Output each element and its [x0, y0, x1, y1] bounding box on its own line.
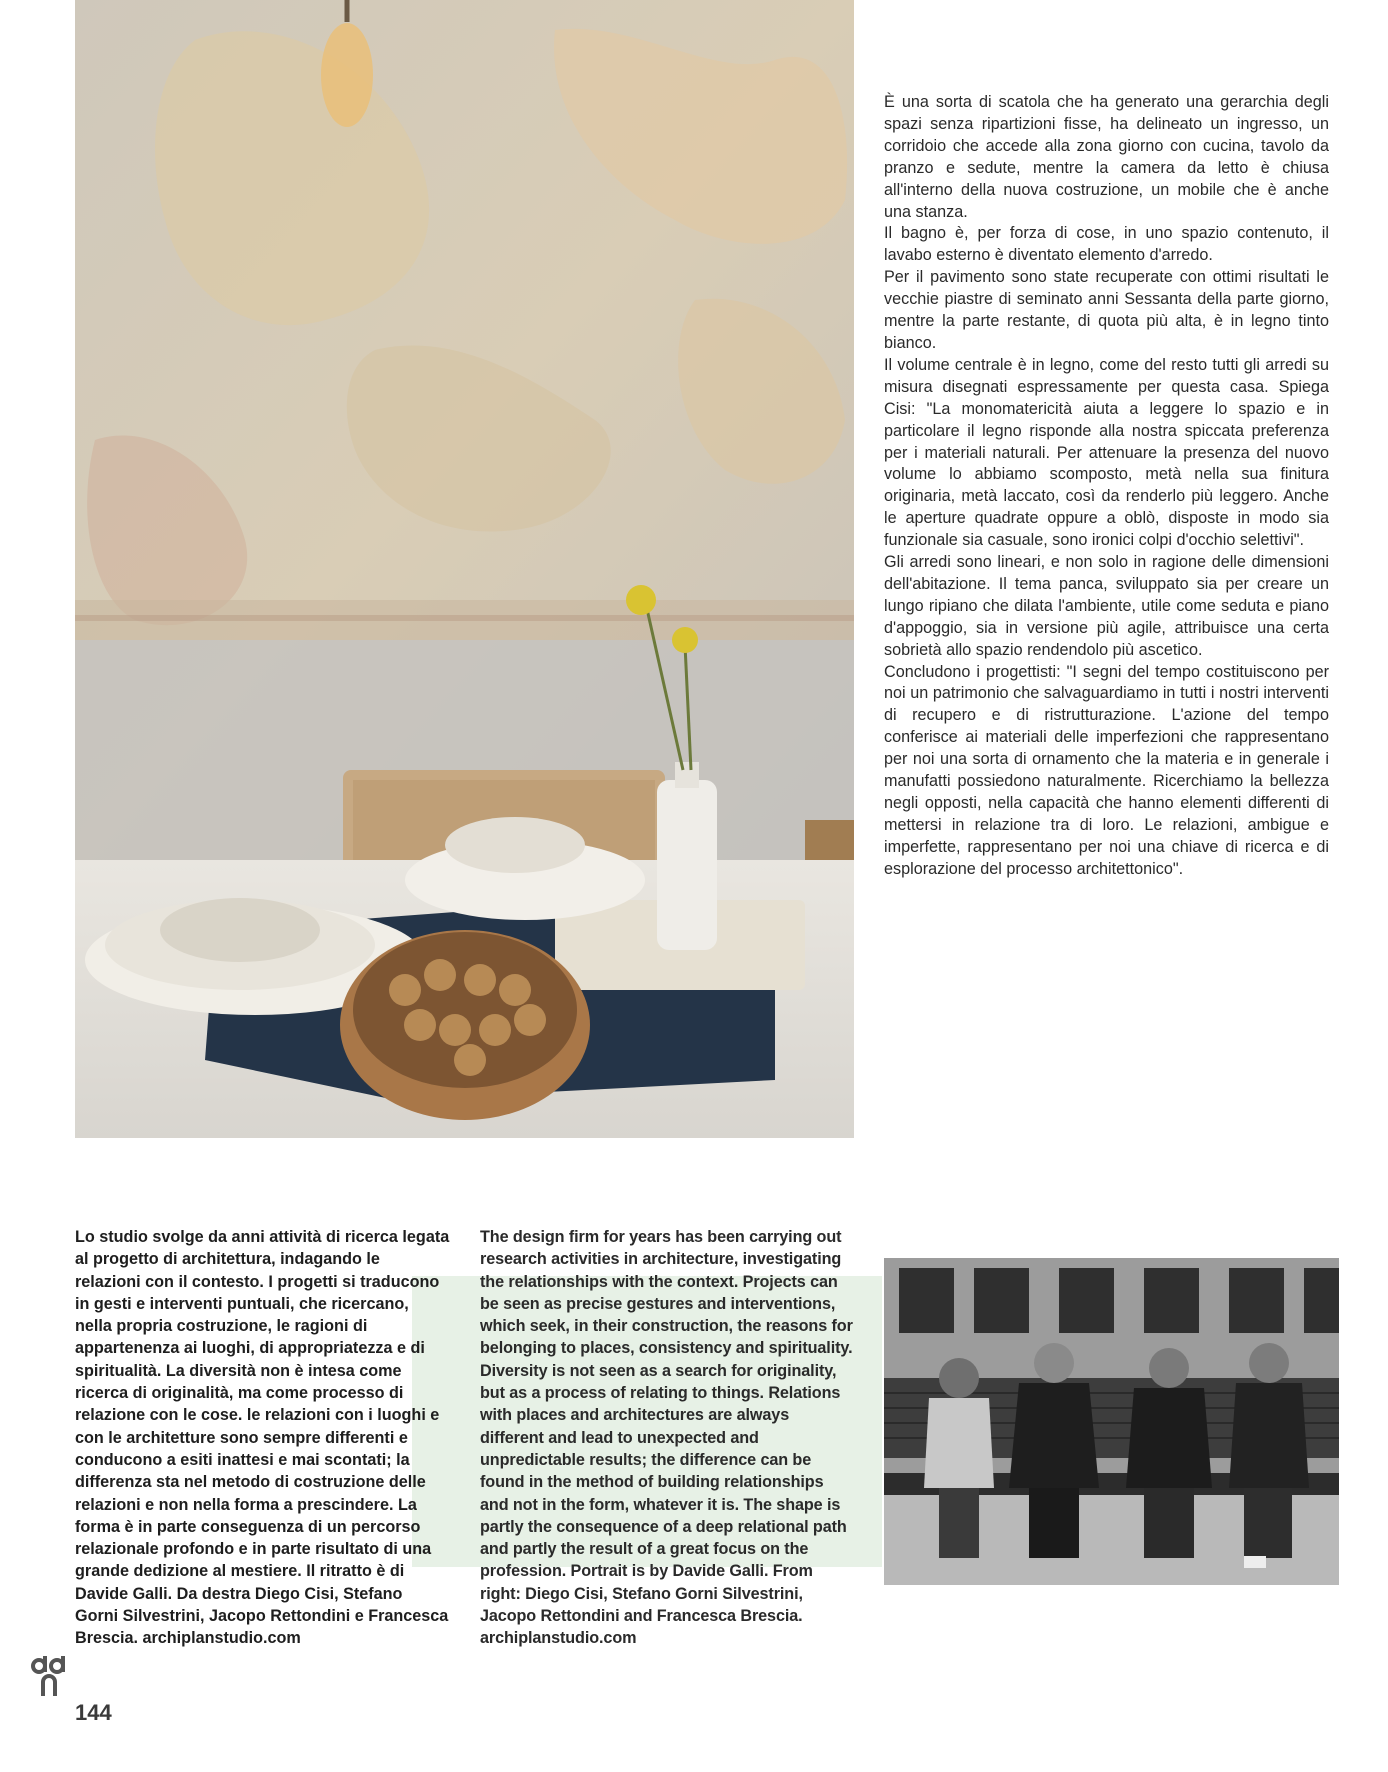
article-paragraph: Il bagno è, per forza di cose, in uno spazio contenuto, il lavabo esterno è diventato elemento d'arredo.	[884, 224, 1329, 265]
portrait-photo	[884, 1258, 1339, 1585]
interior-photo	[75, 0, 854, 1138]
article-paragraph: Concludono i progettisti: "I segni del tempo costituiscono per noi un patrimonio che salvaguardiamo in tutti i nostri interventi di recupero e di ristrutturazione. L'azione del tempo conferisce ai materiali delle imperfezioni che rappresentano per noi una sorta di ornamento che la materia e in generale i manufatti possiedono naturalmente. Ricerchiamo la bellezza negli opposti, nella capacità che hanno elementi differenti di mettersi in relazione tra di loro. Le relazioni, ambigue e imperfette, rappresentano per noi una chiave di ricerca e di esplorazione del processo architettonico".	[884, 662, 1329, 878]
article-paragraph: Il volume centrale è in legno, come del resto tutti gli arredi su misura disegnati espressamente per questa casa. Spiega Cisi: "La monomatericità aiuta a leggere lo spazio e in particolare il legno risponde alla nostra spiccata preferenza per i materiali naturali. Per attenuare la presenza del nuovo volume lo abbiamo scomposto, metà nella sua finitura originaria, metà laccato, così da renderlo più leggero. Anche le aperture quadrate oppure a oblò, disposte in modo sia funzionale sia casuale, sono ironici colpi d'occhio selettivi".	[884, 355, 1329, 550]
article-paragraph: Per il pavimento sono state recuperate con ottimi risultati le vecchie piastre di seminato anni Sessanta della parte giorno, mentre la parte restante, di quota più alta, è in legno tinto bianco.	[884, 268, 1329, 352]
article-paragraph: È una sorta di scatola che ha generato una gerarchia degli spazi senza ripartizioni fisse, ha delineato un ingresso, un corridoio che accede alla zona giorno con cucina, tavolo da pranzo e sedute, mentre la camera da letto è chiusa all'interno della nuova costruzione, un mobile che è anche una stanza.	[884, 93, 1329, 221]
article-paragraph: Gli arredi sono lineari, e non solo in ragione delle dimensioni dell'abitazione. Il tema panca, sviluppato sia per creare un lungo ripiano che dilata l'ambiente, utile come seduta e piano d'appoggio, sia in versione più agile, attribuisce una certa sobrietà allo spazio rendendolo più ascetico.	[884, 553, 1329, 659]
article-body	[884, 92, 1329, 881]
page-number: 144	[75, 1700, 112, 1725]
caption-italian: Lo studio svolge da anni attività di ricerca legata al progetto di architettura, indagando le relazioni con il contesto. I progetti si traducono in gesti e interventi puntuali, che ricercano, nella propria costruzione, le ragioni di appartenenza ai luoghi, di appropriatezza e di spiritualità. La diversità non è intesa come ricerca di originalità, ma come processo di relazione con le cose. le relazioni con i luoghi e con le architetture sono sempre differenti e conducono a esiti inattesi e mai scontati; la differenza sta nel metodo di costruzione delle relazioni e non nella forma a prescindere. La forma è in parte conseguenza di un percorso relazionale profondo e in parte risultato di una grande dedizione al mestiere. Il ritratto è di Davide Galli. Da destra Diego Cisi, Stefano Gorni Silvestrini, Jacopo Rettondini e Francesca Brescia. archiplanstudio.com	[75, 1228, 450, 1648]
ddn-logo	[30, 1656, 68, 1700]
caption-english: The design firm for years has been carrying out research activities in architecture, investigating the relationships with the context. Projects can be seen as precise gestures and interventions, which seek, in their construction, the reasons for belonging to places, consistency and spirituality. Diversity is not seen as a search for originality, but as a process of relating to things. Relations with places and architectures are always different and lead to unexpected and unpredictable results; the difference can be found in the method of building relationships and not in the form, whatever it is. The shape is partly the consequence of a deep relational path and partly the result of a great focus on the profession. Portrait is by Davide Galli. From right: Diego Cisi, Stefano Gorni Silvestrini, Jacopo Rettondini and Francesca Brescia. archiplanstudio.com	[480, 1228, 853, 1648]
